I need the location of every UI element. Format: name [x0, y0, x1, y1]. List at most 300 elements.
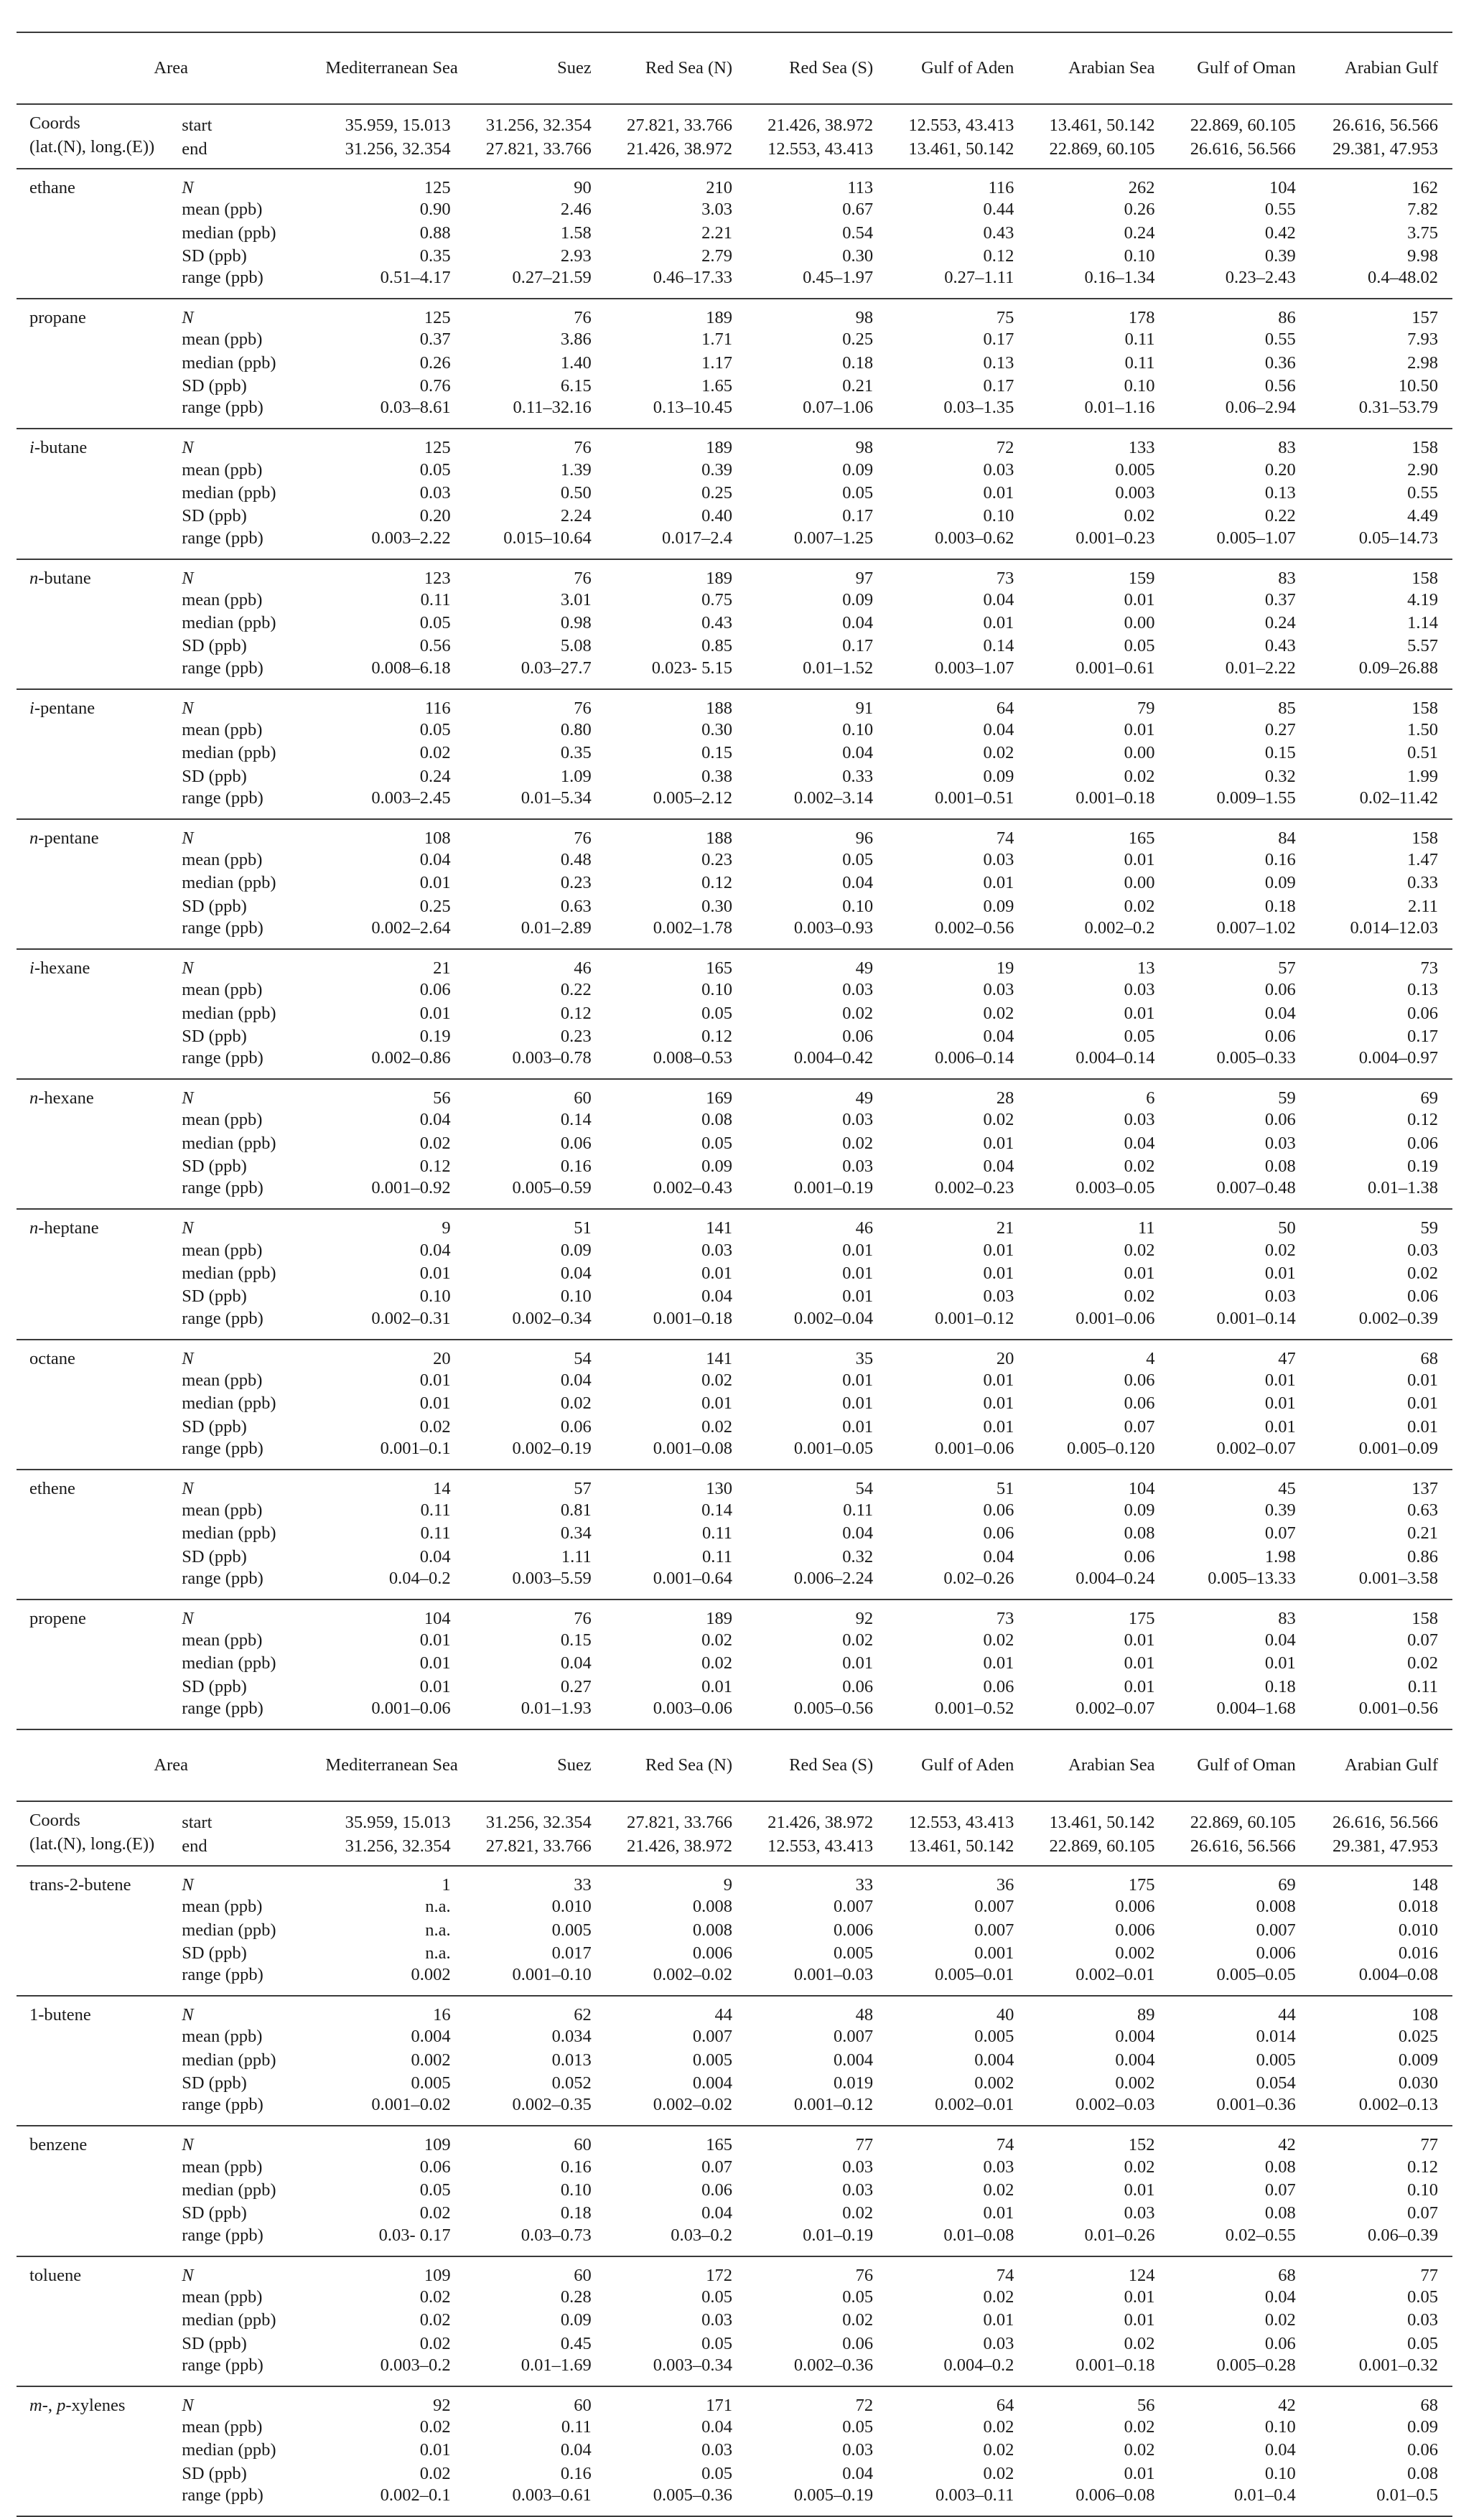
table-cell: 0.12	[983, 246, 1014, 266]
compound-name	[17, 2286, 182, 2309]
table-cell: 96	[748, 819, 889, 849]
table-row	[17, 1178, 1452, 1209]
table-cell: 0.054	[1256, 2073, 1296, 2093]
table-row	[17, 1238, 1452, 1261]
stat-label: N	[182, 2126, 325, 2155]
compound-name	[17, 1025, 182, 1048]
table-cell: 0.07	[1124, 1416, 1155, 1437]
table-row	[17, 2025, 1452, 2048]
table-row	[17, 2226, 1452, 2256]
table-cell: 0.007–1.25	[793, 528, 874, 548]
table-cell: 98	[748, 429, 889, 458]
table-cell: 0.04	[1264, 1003, 1296, 1023]
table-cell: 0.08	[701, 1110, 732, 1130]
table-cell: 0.004	[974, 2050, 1014, 2070]
table-cell: 0.001–3.58	[1358, 1568, 1438, 1588]
compound-label: -xylenes	[65, 2395, 126, 2415]
table-cell: 0.06	[1407, 1286, 1438, 1307]
stat-label: N	[182, 1866, 325, 1895]
stat-label: mean (ppb)	[182, 1370, 263, 1390]
table-cell: 1.11	[561, 1546, 592, 1566]
table-cell: 2.21	[701, 223, 732, 243]
table-row	[17, 169, 1452, 198]
table-cell: 0.01	[842, 1286, 874, 1307]
table-cell: 0.008–0.53	[653, 1048, 732, 1068]
stat-label: mean (ppb)	[182, 2027, 263, 2047]
table-cell: 0.03	[983, 2157, 1014, 2177]
table-cell: 0.005–0.33	[1216, 1048, 1296, 1068]
compound-name	[17, 2155, 182, 2178]
compound-name	[17, 352, 182, 375]
stat-label: median (ppb)	[182, 1133, 276, 1153]
stat-label: range (ppb)	[182, 398, 263, 418]
table-cell: 0.004	[1115, 2050, 1155, 2070]
table-cell: 0.03	[842, 1157, 874, 1177]
table-cell: 0.005	[1115, 459, 1155, 480]
table-row	[17, 2309, 1452, 2332]
table-cell: 3.86	[560, 330, 592, 350]
table-cell: 0.02	[842, 1630, 874, 1650]
compound-name	[17, 1676, 182, 1699]
table-cell: 0.01	[1124, 2310, 1155, 2330]
table-cell: 0.04	[701, 1286, 732, 1307]
table-cell: 0.001–0.14	[1216, 1308, 1296, 1328]
table-cell: 0.004	[692, 2073, 732, 2093]
table-cell: 83	[1171, 429, 1312, 458]
table-cell: 0.35	[419, 246, 451, 266]
stat-label: mean (ppb)	[182, 1240, 263, 1260]
table-cell: 0.01	[1407, 1393, 1438, 1414]
table-cell: 0.02	[1124, 1157, 1155, 1177]
table-cell: 162	[1312, 169, 1452, 198]
stat-label: range (ppb)	[182, 528, 263, 548]
table-cell: 125	[325, 299, 466, 328]
table-cell: 0.09	[983, 896, 1014, 916]
table-cell: 0.11	[702, 1523, 732, 1544]
compound-label: ethene	[29, 1478, 75, 1498]
stat-label: SD (ppb)	[182, 2073, 247, 2093]
table-cell: 0.001–0.08	[653, 1438, 732, 1458]
compound-name	[17, 689, 182, 719]
table-row	[17, 2072, 1452, 2095]
table-cell: 0.01	[1124, 589, 1155, 610]
table-cell: 0.01	[419, 1630, 451, 1650]
table-row	[17, 819, 1452, 849]
table-cell: 157	[1312, 299, 1452, 328]
table-cell: 19	[889, 949, 1030, 979]
table-cell: 0.03	[842, 2157, 874, 2177]
table-cell: 0.09	[1124, 1500, 1155, 1520]
stat-label: N	[182, 2256, 325, 2286]
stat-label: range (ppb)	[182, 268, 263, 288]
coords-end-value: 31.256, 32.354	[345, 1836, 451, 1856]
table-cell: 0.04	[560, 1263, 592, 1283]
coords-end-value: 31.256, 32.354	[345, 139, 451, 159]
table-cell: 0.016	[1398, 1943, 1438, 1963]
table-cell: 0.02	[983, 2416, 1014, 2437]
compound-name	[17, 2416, 182, 2439]
table-cell: 0.01	[842, 1263, 874, 1283]
compound-name	[17, 268, 182, 299]
table-cell: 0.05	[701, 2463, 732, 2483]
table-cell: 0.02	[983, 1003, 1014, 1023]
column-header: Mediterranean Sea	[325, 1729, 466, 1801]
table-cell: 0.07	[701, 2157, 732, 2177]
table-cell: 188	[607, 689, 748, 719]
table-cell: 189	[607, 299, 748, 328]
compound-name	[17, 1001, 182, 1024]
table-cell: 0.002–0.07	[1075, 1699, 1155, 1719]
table-cell: 0.35	[560, 743, 592, 763]
table-cell: 76	[467, 429, 607, 458]
table-cell: 0.56	[1264, 376, 1296, 396]
table-cell: 0.007–0.48	[1216, 1178, 1296, 1198]
compound-name	[17, 2332, 182, 2355]
coords-end-value: 12.553, 43.413	[767, 1836, 874, 1856]
table-cell: 0.003–0.34	[653, 2355, 732, 2375]
table-cell: 0.19	[1407, 1157, 1438, 1177]
table-cell: 0.005	[1256, 2050, 1296, 2070]
table-cell: 0.88	[419, 223, 451, 243]
table-cell: 0.004–0.2	[943, 2355, 1014, 2375]
table-cell: 0.06	[1407, 2440, 1438, 2460]
table-cell: 46	[748, 1209, 889, 1238]
table-cell: 0.02	[983, 743, 1014, 763]
table-cell: 73	[889, 559, 1030, 589]
compound-name	[17, 1285, 182, 1308]
coords-start-value: 13.461, 50.142	[1030, 1801, 1170, 1834]
table-row	[17, 719, 1452, 742]
table-cell: 0.02–0.55	[1225, 2225, 1296, 2245]
table-cell: 0.24	[1264, 613, 1296, 633]
coords-start-value: 27.821, 33.766	[607, 1801, 748, 1834]
table-cell: 0.02	[983, 2463, 1014, 2483]
table-cell: 0.001–0.32	[1358, 2355, 1438, 2375]
stat-label: SD (ppb)	[182, 896, 247, 916]
table-row	[17, 2126, 1452, 2155]
table-cell: 0.33	[1407, 873, 1438, 893]
table-cell: 0.01–1.69	[521, 2355, 592, 2375]
coords-label: Coords	[17, 1801, 182, 1834]
table-row	[17, 1262, 1452, 1285]
table-cell: 0.86	[1407, 1546, 1438, 1566]
coords-start-value: 22.869, 60.105	[1171, 104, 1312, 137]
table-cell: 0.002	[411, 1965, 451, 1985]
table-cell: 0.002–0.39	[1358, 1308, 1438, 1328]
table-cell: 68	[1312, 2386, 1452, 2416]
table-cell: 0.06	[1124, 1546, 1155, 1566]
table-cell: 123	[325, 559, 466, 589]
table-cell: 0.56	[419, 636, 451, 656]
table-cell: 0.04	[1264, 2440, 1296, 2460]
coords-start-value: 26.616, 56.566	[1312, 1801, 1452, 1834]
table-cell: 0.11	[420, 1500, 451, 1520]
table-row	[17, 2286, 1452, 2309]
compound-label: octane	[29, 1348, 75, 1368]
table-cell: 0.11–32.16	[513, 398, 592, 418]
table-cell: 0.07	[1264, 2180, 1296, 2200]
table-cell: 1.09	[560, 766, 592, 786]
table-cell: 0.003–0.11	[889, 2485, 1030, 2516]
compound-name	[17, 1470, 182, 1499]
compound-name	[17, 788, 182, 819]
table-cell: 60	[467, 2386, 607, 2416]
table-cell: 0.09	[983, 766, 1014, 786]
table-cell: 57	[467, 1470, 607, 1499]
table-cell: 0.02	[701, 1416, 732, 1437]
coords-start-value: 21.426, 38.972	[748, 1801, 889, 1834]
table-cell: 0.002–0.34	[512, 1308, 592, 1328]
table-cell: 125	[325, 429, 466, 458]
stat-label: N	[182, 2386, 325, 2416]
compound-name	[17, 949, 182, 979]
coords-start-value: 12.553, 43.413	[889, 1801, 1030, 1834]
table-cell: 0.02	[419, 2310, 451, 2330]
table-cell: 0.04	[983, 589, 1014, 610]
table-row	[17, 1546, 1452, 1569]
table-cell: 0.03	[842, 1110, 874, 1130]
table-cell: 73	[889, 1600, 1030, 1629]
stat-label: SD (ppb)	[182, 1943, 247, 1963]
table-cell: 0.27–1.11	[944, 268, 1014, 288]
table-cell: 0.13	[983, 352, 1014, 373]
table-cell: 0.14	[701, 1500, 732, 1520]
table-cell: 0.03	[1124, 2203, 1155, 2223]
table-cell: 42	[1171, 2386, 1312, 2416]
table-cell: 0.002–3.14	[793, 788, 874, 808]
table-cell: 0.10	[1124, 376, 1155, 396]
table-cell: 0.04	[560, 1653, 592, 1673]
compound-label: -pentane	[38, 828, 99, 848]
table-cell: 0.06	[1264, 1027, 1296, 1046]
table-cell: 0.03–1.35	[943, 398, 1014, 418]
table-cell: 0.03	[1264, 1286, 1296, 1307]
stat-label: range (ppb)	[182, 1178, 263, 1198]
table-row	[17, 1918, 1452, 1941]
table-cell: 0.07	[1264, 1523, 1296, 1544]
table-cell: 0.67	[842, 200, 874, 220]
table-cell: 0.01	[1124, 850, 1155, 870]
compound-name	[17, 2462, 182, 2485]
table-cell: 0.002–0.01	[935, 2095, 1014, 2115]
compound-label: -hexane	[34, 958, 90, 979]
table-row	[17, 2485, 1452, 2516]
compound-prefix: n	[29, 1218, 39, 1238]
table-cell: 0.002–0.07	[1216, 1438, 1296, 1458]
table-cell: 11	[1030, 1209, 1170, 1238]
table-row	[17, 1965, 1452, 1996]
stat-label: SD (ppb)	[182, 1416, 247, 1437]
table-cell: 0.001–0.02	[371, 2095, 451, 2115]
table-cell: 0.003–0.93	[793, 918, 874, 938]
table-cell: 0.38	[701, 766, 732, 786]
table-cell: 0.75	[701, 589, 732, 610]
column-header: Suez	[467, 1729, 607, 1801]
table-cell: 0.81	[560, 1500, 592, 1520]
compound-name	[17, 1942, 182, 1965]
table-cell: 1.99	[1407, 766, 1438, 786]
table-cell: 0.017	[551, 1943, 592, 1963]
table-cell: 0.02	[419, 2463, 451, 2483]
table-cell: 0.10	[560, 2180, 592, 2200]
table-cell: 0.16	[1264, 850, 1296, 870]
column-header: Gulf of Oman	[1171, 32, 1312, 104]
compound-name	[17, 198, 182, 221]
table-cell: 77	[748, 2126, 889, 2155]
table-cell: 0.03	[983, 850, 1014, 870]
table-cell: 0.019	[834, 2073, 874, 2093]
table-cell: 0.01	[1124, 1653, 1155, 1673]
table-cell: 0.16	[560, 2463, 592, 2483]
stat-label: mean (ppb)	[182, 1630, 263, 1650]
table-cell: 0.013	[551, 2050, 592, 2070]
table-row	[17, 1600, 1452, 1629]
table-cell: 0.06	[983, 1500, 1014, 1520]
table-cell: 0.54	[842, 223, 874, 243]
table-cell: 9	[325, 1209, 466, 1238]
table-cell: 0.01	[1264, 1263, 1296, 1283]
table-cell: 0.09	[560, 2310, 592, 2330]
stat-label: range (ppb)	[182, 2095, 263, 2115]
table-cell: 76	[748, 2256, 889, 2286]
table-cell: 0.06	[419, 980, 451, 1000]
compound-name	[17, 2386, 182, 2416]
table-cell: 0.001–0.12	[793, 2095, 874, 2115]
table-cell: 0.02	[419, 2287, 451, 2307]
table-cell: 0.04	[842, 743, 874, 763]
table-cell: 0.34	[560, 1523, 592, 1544]
table-cell: 0.37	[419, 330, 451, 350]
table-row	[17, 1025, 1452, 1048]
stat-label: range (ppb)	[182, 1699, 263, 1719]
table-cell: 0.005–2.12	[653, 788, 732, 808]
table-cell: 2.90	[1407, 459, 1438, 480]
compound-name	[17, 895, 182, 918]
table-cell: 0.002–0.04	[793, 1308, 874, 1328]
table-row	[17, 2416, 1452, 2439]
table-cell: 4.49	[1407, 506, 1438, 526]
table-cell: 0.4–48.02	[1368, 268, 1438, 288]
compound-name	[17, 2126, 182, 2155]
table-row	[17, 2179, 1452, 2202]
compound-name	[17, 2355, 182, 2386]
coords-start-value: 13.461, 50.142	[1030, 104, 1170, 137]
compound-label: propene	[29, 1608, 86, 1628]
table-cell: 2.93	[560, 246, 592, 266]
compound-label: -hexane	[38, 1088, 94, 1108]
table-cell: 0.003–0.2	[380, 2355, 451, 2375]
table-cell: 0.02	[1124, 1240, 1155, 1260]
table-row	[17, 505, 1452, 528]
compound-name	[17, 1048, 182, 1079]
table-cell: 0.01	[983, 1653, 1014, 1673]
stat-label: N	[182, 429, 325, 458]
table-row	[17, 1699, 1452, 1729]
compound-name	[17, 1965, 182, 1996]
stat-label: range (ppb)	[182, 918, 263, 938]
table-row	[17, 2095, 1452, 2126]
table-cell: 7.93	[1407, 330, 1438, 350]
stat-label: N	[182, 1340, 325, 1369]
table-cell: 0.09–26.88	[1358, 658, 1438, 678]
compound-name	[17, 719, 182, 742]
table-cell: n.a.	[425, 1943, 451, 1963]
table-row	[17, 872, 1452, 895]
table-cell: 0.005–0.19	[748, 2485, 889, 2516]
table-cell: 0.04–0.2	[388, 1568, 451, 1588]
table-cell: 72	[889, 429, 1030, 458]
stat-label: range (ppb)	[182, 1568, 263, 1588]
table-cell: 0.006	[834, 1920, 874, 1940]
table-cell: 0.09	[842, 589, 874, 610]
table-cell: 0.17	[842, 636, 874, 656]
table-cell: 0.01	[419, 1393, 451, 1414]
table-cell: 0.51–4.17	[380, 268, 451, 288]
table-cell: 0.03	[701, 2440, 732, 2460]
table-row	[17, 1309, 1452, 1340]
table-cell: 0.21	[842, 376, 874, 396]
table-cell: 0.01	[983, 1133, 1014, 1153]
table-cell: 0.37	[1264, 589, 1296, 610]
compound-name	[17, 1079, 182, 1108]
table-cell: 0.03	[1124, 980, 1155, 1000]
table-cell: 77	[1312, 2256, 1452, 2286]
stat-label: median (ppb)	[182, 223, 276, 243]
table-cell: 44	[1171, 1996, 1312, 2025]
table-cell: 2.79	[701, 246, 732, 266]
table-cell: 0.11	[420, 589, 451, 610]
table-cell: 0.46–17.33	[653, 268, 732, 288]
compound-name	[17, 1262, 182, 1285]
table-cell: 0.01	[983, 1240, 1014, 1260]
coords-start-value: 26.616, 56.566	[1312, 104, 1452, 137]
table-cell: 0.002–0.1	[325, 2485, 466, 2516]
table-cell: 0.009	[1398, 2050, 1438, 2070]
table-cell: 158	[1312, 559, 1452, 589]
table-cell: 0.003–2.22	[371, 528, 451, 548]
table-cell: 0.31–53.79	[1358, 398, 1438, 418]
table-cell: 0.45	[560, 2333, 592, 2353]
compound-prefix: i	[29, 438, 34, 458]
table-cell: 0.04	[1124, 1133, 1155, 1153]
table-cell: 113	[748, 169, 889, 198]
table-cell: 0.00	[1124, 873, 1155, 893]
table-cell: 0.005–13.33	[1208, 1568, 1296, 1588]
table-cell: 0.004–0.24	[1075, 1568, 1155, 1588]
table-cell: 0.01	[842, 1240, 874, 1260]
compound-prefix: m	[29, 2395, 42, 2415]
table-cell: 0.018	[1398, 1897, 1438, 1917]
table-cell: 0.26	[1124, 200, 1155, 220]
table-cell: 0.02	[983, 2287, 1014, 2307]
column-header: Arabian Gulf	[1312, 1729, 1452, 1801]
table-cell: 0.02	[560, 1393, 592, 1414]
table-row	[17, 2049, 1452, 2072]
table-cell: 0.008	[692, 1897, 732, 1917]
table-cell: 0.27–21.59	[512, 268, 592, 288]
coords-units-label: (lat.(N), long.(E))	[29, 137, 155, 157]
stat-label: N	[182, 1996, 325, 2025]
table-cell: 0.05	[419, 719, 451, 739]
table-cell: 51	[467, 1209, 607, 1238]
table-cell: 0.12	[419, 1157, 451, 1177]
table-cell: 0.005	[692, 2050, 732, 2070]
table-cell: 148	[1312, 1866, 1452, 1895]
table-cell: 0.03	[842, 980, 874, 1000]
table-cell: 0.02	[1407, 1653, 1438, 1673]
table-cell: 0.98	[560, 613, 592, 633]
table-cell: 0.002–0.02	[653, 1965, 732, 1985]
